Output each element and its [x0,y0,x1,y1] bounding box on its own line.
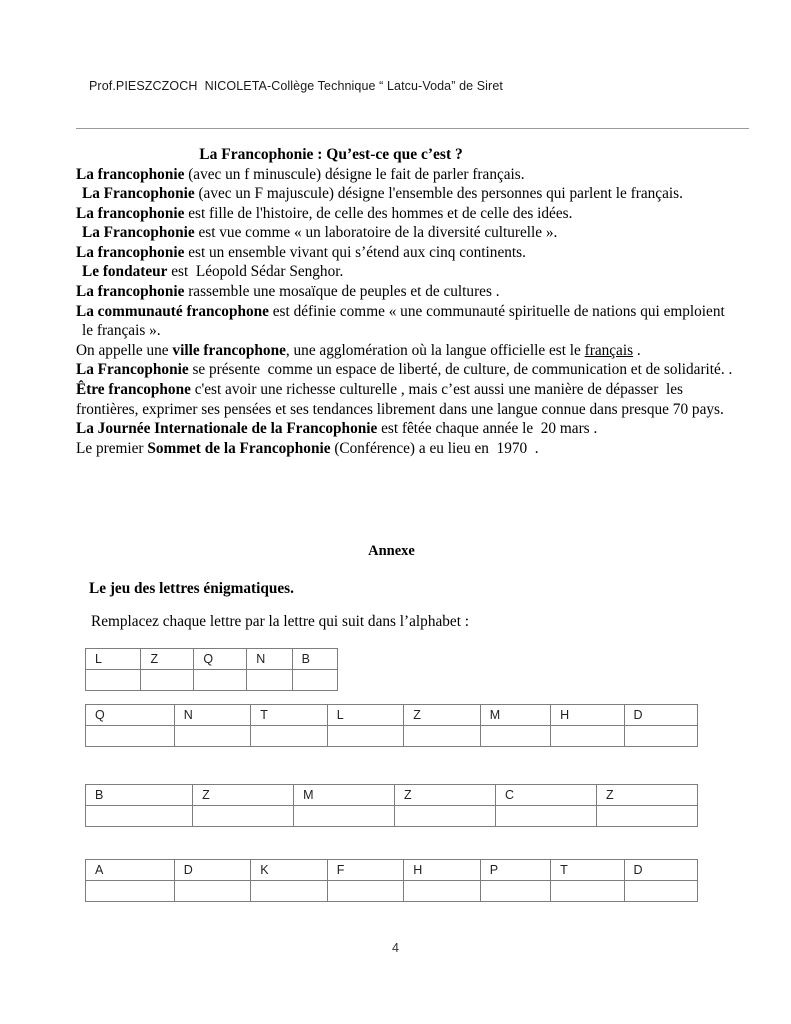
answer-cell[interactable] [86,881,175,902]
letter-cell: C [496,785,597,806]
answer-cell[interactable] [404,881,481,902]
table-row [86,705,698,726]
article-text: On appelle une [76,341,173,359]
answer-cell[interactable] [551,881,624,902]
answer-cell[interactable] [327,881,404,902]
letter-cell: T [251,705,328,726]
article-body [76,145,756,458]
answer-cell[interactable] [404,726,481,747]
document-header: Prof.PIESZCZOCH NICOLETA-Collège Technique “ Latcu-Voda” de Siret [89,79,503,93]
article-text: rassemble une mosaïque de peuples et de cultures . [184,283,500,301]
article-text: (avec un f minuscule) désigne le fait de parler français. [184,165,525,183]
letter-cell: Z [404,705,481,726]
article-title: La Francophonie : Qu’est-ce que c’est ? [199,146,463,163]
article-term: La francophonie [76,243,185,261]
article-text: est fêtée chaque année le 20 mars . [377,420,598,438]
answer-cell[interactable] [251,726,328,747]
article-term: La Journée Internationale de la Francophonie [76,420,378,438]
letter-table [85,648,338,691]
answer-cell[interactable] [596,806,697,827]
article-line [76,439,756,459]
answer-cell[interactable] [86,670,141,691]
article-text: est un ensemble vivant qui s’étend aux cinq continents. [184,243,526,261]
answer-cell[interactable] [86,726,175,747]
article-line [76,165,756,185]
article-line [76,262,756,282]
letter-cell: D [174,860,251,881]
game-instruction: Remplacez chaque lettre par la lettre qui suit dans l’alphabet : [91,613,470,630]
letter-cell: Q [86,705,175,726]
letter-cell: L [327,705,404,726]
table-row [86,670,338,691]
article-line [76,419,756,439]
table-row [86,785,698,806]
article-term: La francophonie [76,165,185,183]
article-line [76,360,756,380]
article-text: est vue comme « un laboratoire de la diversité culturelle ». [194,224,558,242]
letter-cell: K [251,860,328,881]
article-term: La francophonie [76,283,185,301]
answer-cell[interactable] [174,881,251,902]
letter-cell: H [404,860,481,881]
article-text: est Léopold Sédar Senghor. [167,263,344,281]
letter-table [85,859,698,902]
letter-cell: N [247,649,292,670]
letter-cell: N [174,705,251,726]
letter-cell: F [327,860,404,881]
article-text: est fille de l'histoire, de celle des hommes et de celle des idées. [184,204,573,222]
letter-table [85,704,698,747]
letter-cell: L [86,649,141,670]
article-term: La Francophonie [82,185,195,203]
letter-cell: Z [596,785,697,806]
article-line [76,341,756,361]
page-number: 4 [392,941,399,955]
letter-table [85,784,698,827]
article-text: le français ». [82,322,161,340]
letter-cell: B [292,649,337,670]
letter-cell: Q [194,649,247,670]
letter-cell: D [624,860,697,881]
answer-cell[interactable] [141,670,194,691]
letter-cell: P [480,860,550,881]
answer-cell[interactable] [327,726,404,747]
article-term: La Francophonie [76,361,189,379]
article-text: , une agglomération où la langue officielle est le [285,341,585,359]
article-text: (Conférence) a eu lieu en 1970 . [330,439,539,457]
table-row [86,806,698,827]
header-divider [76,128,749,129]
article-text: français [584,341,634,359]
article-line [76,243,756,263]
letter-cell: D [624,705,697,726]
game-title: Le jeu des lettres énigmatiques. [89,580,294,597]
letter-cell: Z [141,649,194,670]
article-text: est définie comme « une communauté spirituelle de nations qui emploient [268,302,725,320]
article-lines [76,165,756,459]
answer-cell[interactable] [194,670,247,691]
article-line [76,204,756,224]
answer-cell[interactable] [247,670,292,691]
annexe-heading: Annexe [368,543,415,559]
answer-cell[interactable] [624,726,697,747]
article-line [76,321,756,341]
answer-cell[interactable] [480,881,550,902]
article-term: Le fondateur [82,263,168,281]
article-line [76,302,756,322]
article-text: . [633,341,641,359]
letter-cell: B [86,785,193,806]
article-text: (avec un F majuscule) désigne l'ensemble des personnes qui parlent le français. [194,185,683,203]
answer-cell[interactable] [193,806,294,827]
article-term: La Francophonie [82,224,195,242]
table-row [86,649,338,670]
letter-cell: T [551,860,624,881]
answer-cell[interactable] [624,881,697,902]
answer-cell[interactable] [395,806,496,827]
letter-cell: A [86,860,175,881]
article-text: frontières, exprimer ses pensées et ses tendances librement dans une langue connue dans presque 70 pays. [76,400,724,418]
table-row [86,860,698,881]
article-text: se présente comme un espace de liberté, de culture, de communication et de solidarité. . [188,361,733,379]
article-term: La francophonie [76,204,185,222]
answer-cell[interactable] [294,806,395,827]
letter-cell: M [294,785,395,806]
answer-cell[interactable] [551,726,624,747]
answer-cell[interactable] [496,806,597,827]
article-term: La communauté francophone [76,302,269,320]
answer-cell[interactable] [480,726,550,747]
article-line [76,223,756,243]
letter-cell: M [480,705,550,726]
article-text: Le premier [76,439,148,457]
table-row [86,881,698,902]
article-term: Sommet de la Francophonie [147,439,331,457]
article-line [76,400,756,420]
answer-cell[interactable] [251,881,328,902]
answer-cell[interactable] [174,726,251,747]
letter-cell: Z [193,785,294,806]
article-term: Être francophone [76,381,191,399]
article-line [76,282,756,302]
letter-cell: Z [395,785,496,806]
article-text: c'est avoir une richesse culturelle , mais c’est aussi une manière de dépasser les [190,381,683,399]
table-row [86,726,698,747]
answer-cell[interactable] [86,806,193,827]
article-line [76,184,756,204]
answer-cell[interactable] [292,670,337,691]
letter-cell: H [551,705,624,726]
article-term: ville francophone [172,341,286,359]
article-line [76,380,756,400]
